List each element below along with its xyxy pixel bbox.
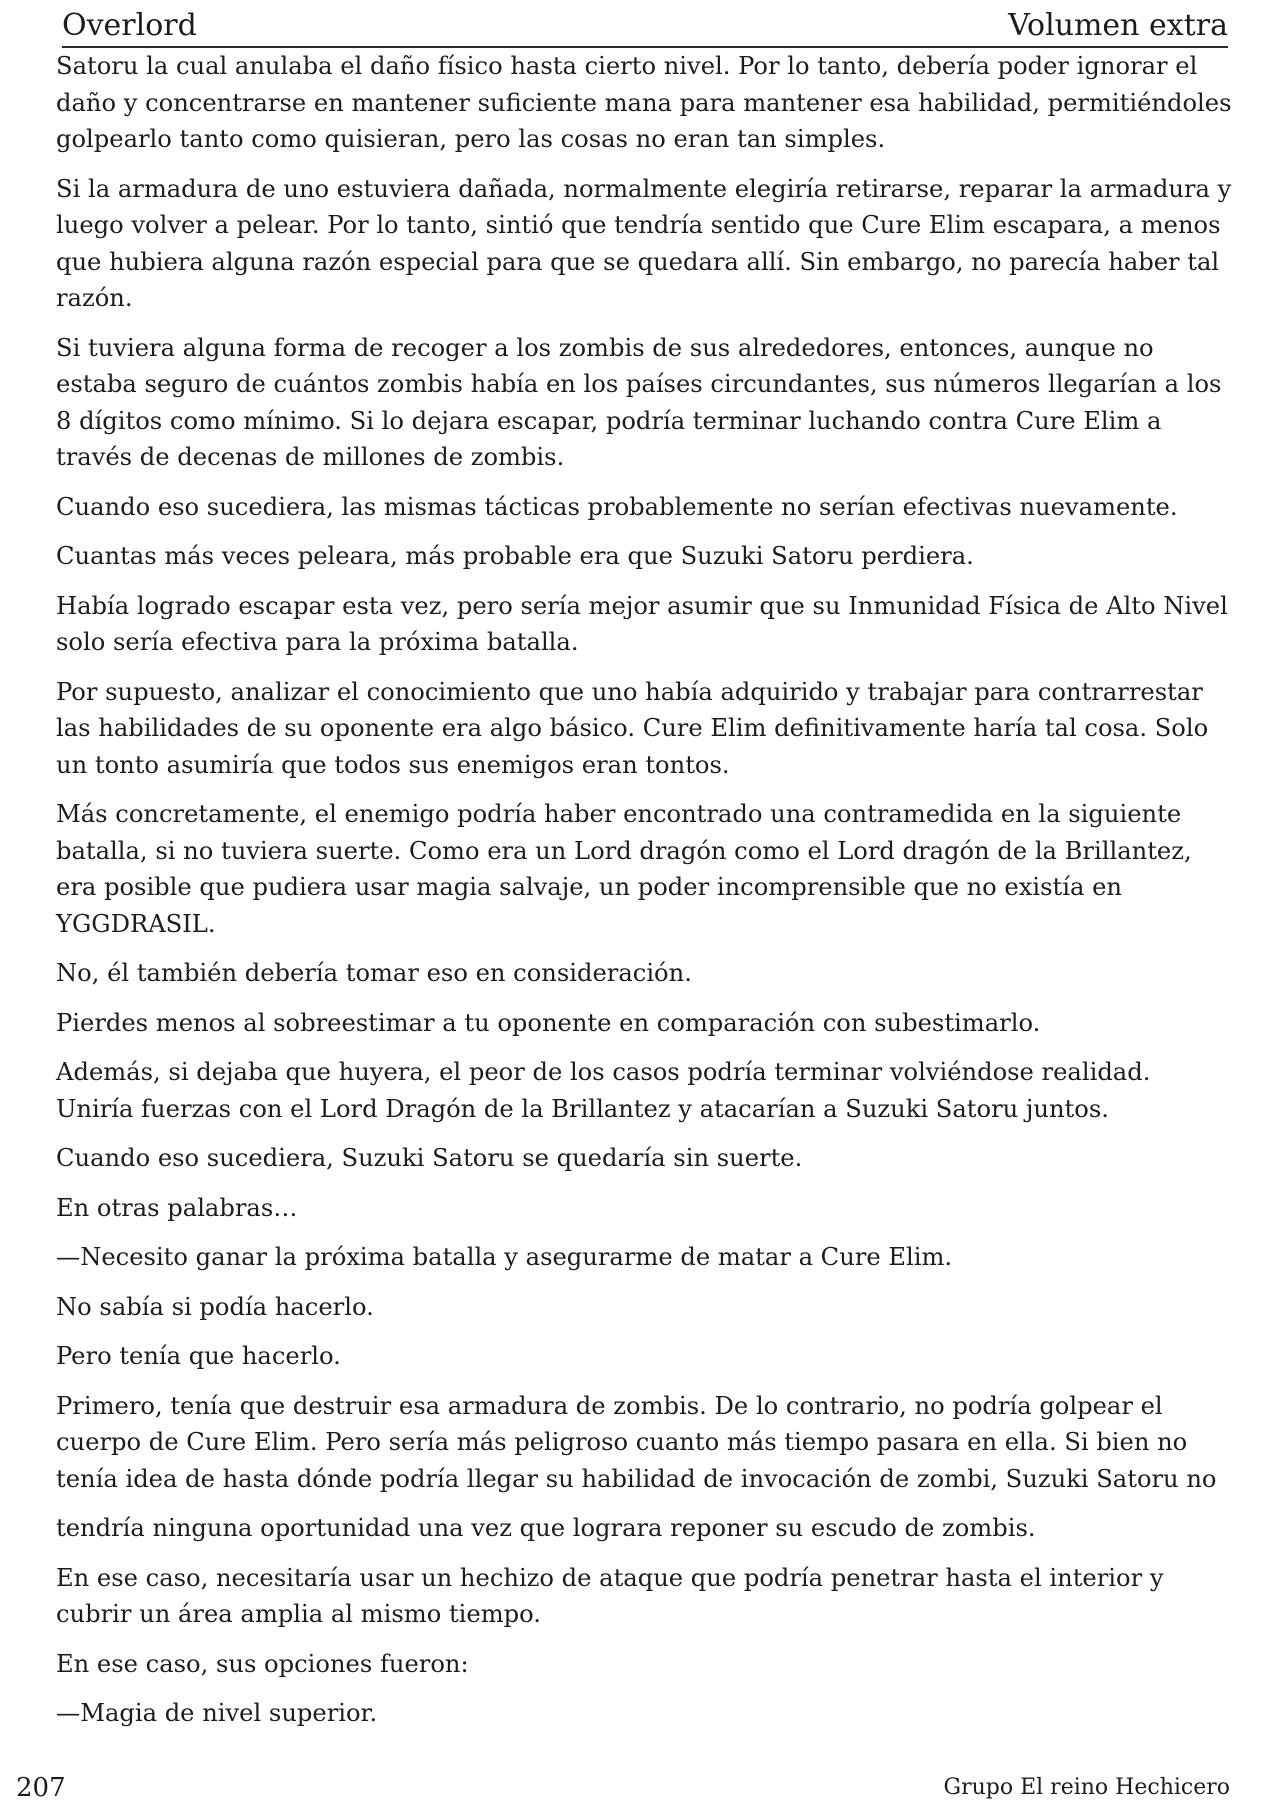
paragraph: Había logrado escapar esta vez, pero sería mejor asumir que su Inmunidad Física de Alto Nivel solo sería efectiva para la próxima batalla. xyxy=(56,591,1228,656)
book-title: Overlord xyxy=(62,8,197,43)
paragraph: Pero tenía que hacerlo. xyxy=(56,1342,341,1370)
paragraph: —Necesito ganar la próxima batalla y asegurarme de matar a Cure Elim. xyxy=(56,1243,953,1271)
paragraph: Cuando eso sucediera, las mismas tácticas probablemente no serían efectivas nuevamente. xyxy=(56,492,1178,521)
paragraph: No, él también debería tomar eso en consideración. xyxy=(56,959,692,987)
paragraph: Si tuviera alguna forma de recoger a los zombis de sus alrededores, entonces, aunque no estaba seguro de cuántos zombis había en los países circundantes, sus números llegarían a los 8 dígitos como mínimo. Si lo dejara escapar, podría terminar luchando contra Cure Elim a través de decenas de millones de zombis. xyxy=(56,333,1222,471)
paragraph: En otras palabras… xyxy=(56,1193,298,1222)
paragraph: Pierdes menos al sobreestimar a tu oponente en comparación con subestimarlo. xyxy=(56,1008,1041,1037)
paragraph: Si la armadura de uno estuviera dañada, normalmente elegiría retirarse, reparar la armadura y luego volver a pelear. Por lo tanto, sintió que tendría sentido que Cure Elim escapara, a menos que hubiera alguna razón especial para que se quedara allí. Sin embargo, no parecía haber tal razón. xyxy=(56,174,1232,312)
paragraph: En ese caso, sus opciones fueron: xyxy=(56,1649,469,1678)
paragraph: tendría ninguna oportunidad una vez que lograra reponer su escudo de zombis. xyxy=(56,1514,1036,1542)
page-number: 207 xyxy=(16,1773,66,1803)
paragraph: Cuando eso sucediera, Suzuki Satoru se quedaría sin suerte. xyxy=(56,1144,803,1172)
paragraph: Más concretamente, el enemigo podría haber encontrado una contramedida en la siguiente batalla, si no tuviera suerte. Como era un Lord dragón como el Lord dragón de la Brillantez, era posible que pudiera usar magia salvaje, un poder incomprensible que no existía en YGGDRASIL. xyxy=(56,800,1192,938)
paragraph: En ese caso, necesitaría usar un hechizo de ataque que podría penetrar hasta el interior y cubrir un área amplia al mismo tiempo. xyxy=(56,1563,1164,1628)
paragraph: Además, si dejaba que huyera, el peor de los casos podría terminar volviéndose realidad. Uniría fuerzas con el Lord Dragón de la Brillantez y atacarían a Suzuki Satoru juntos. xyxy=(56,1058,1151,1123)
paragraph: Primero, tenía que destruir esa armadura de zombis. De lo contrario, no podría golpear el cuerpo de Cure Elim. Pero sería más peligroso cuanto más tiempo pasara en ella. Si bien no tenía idea de hasta dónde podría llegar su habilidad de invocación de zombi, Suzuki Satoru no xyxy=(56,1391,1217,1493)
paragraph: Satoru la cual anulaba el daño físico hasta cierto nivel. Por lo tanto, debería poder ignorar el daño y concentrarse en mantener suficiente mana para mantener esa habilidad, permitiéndoles golpearlo tanto como quisieran, pero las cosas no eran tan simples. xyxy=(56,52,1232,153)
paragraph: —Magia de nivel superior. xyxy=(56,1699,378,1727)
paragraph: Por supuesto, analizar el conocimiento que uno había adquirido y trabajar para contrarrestar las habilidades de su oponente era algo básico. Cure Elim definitivamente haría tal cosa. Solo un tonto asumiría que todos sus enemigos eran tontos. xyxy=(56,677,1209,779)
running-header xyxy=(62,6,1228,48)
paragraph: Cuantas más veces peleara, más probable era que Suzuki Satoru perdiera. xyxy=(56,542,974,570)
volume-label: Volumen extra xyxy=(1008,8,1228,43)
page-body xyxy=(56,48,1234,1745)
paragraph: No sabía si podía hacerlo. xyxy=(56,1292,374,1321)
translator-group: Grupo El reino Hechicero xyxy=(943,1775,1230,1800)
